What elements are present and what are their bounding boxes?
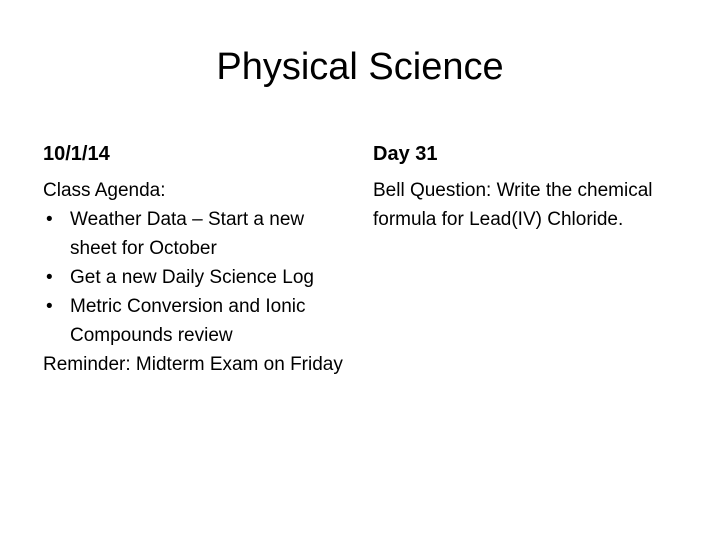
agenda-item-text: Metric Conversion and Ionic Compounds review [70,296,306,346]
reminder-text: Reminder: Midterm Exam on Friday [43,354,343,375]
bullet-icon: • [46,209,53,230]
agenda-item-text: Get a new Daily Science Log [70,267,314,288]
bullet-icon: • [46,267,53,288]
agenda-list [43,205,348,350]
day-heading: Day 31 [373,143,438,165]
bullet-icon: • [46,296,53,317]
agenda-item [43,263,348,292]
agenda-label: Class Agenda: [43,180,166,201]
slide-title: Physical Science [216,46,504,88]
agenda-block [43,176,348,379]
date-heading: 10/1/14 [43,143,110,165]
bell-question: Bell Question: Write the chemical formula for Lead(IV) Chloride. [373,180,653,230]
agenda-item [43,292,348,350]
agenda-item-text: Weather Data – Start a new sheet for October [70,209,305,259]
agenda-item [43,205,348,263]
